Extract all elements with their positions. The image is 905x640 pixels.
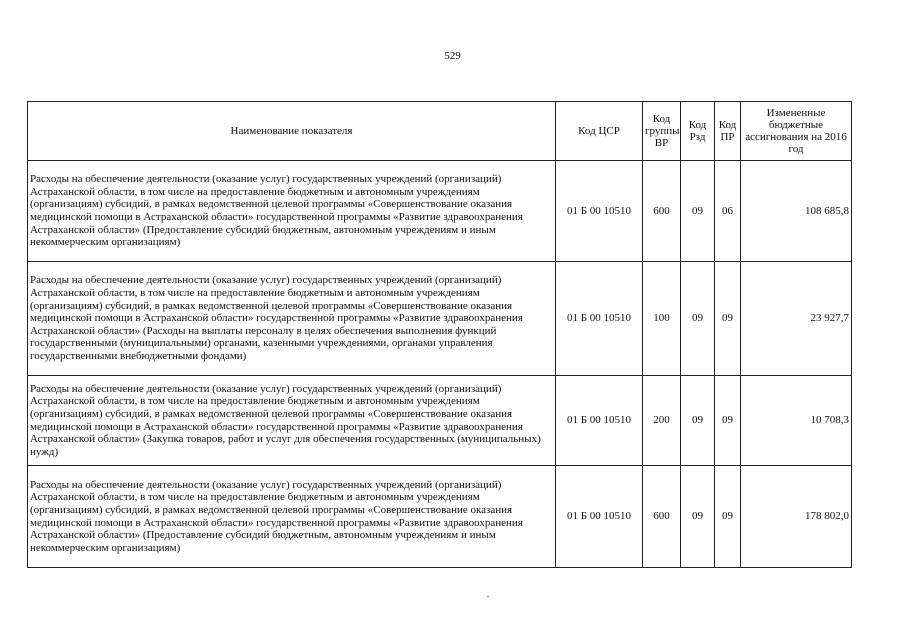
row-csr: 01 Б 00 10510: [556, 262, 643, 376]
table-row: [28, 262, 852, 376]
row-vr: 600: [643, 466, 681, 568]
row-csr: 01 Б 00 10510: [556, 376, 643, 466]
table-body: [28, 161, 852, 568]
row-pr: 09: [715, 466, 741, 568]
header-csr: Код ЦСР: [556, 102, 643, 161]
row-rzd: 09: [681, 262, 715, 376]
table-row: [28, 161, 852, 262]
row-name: Расходы на обеспечение деятельности (оказание услуг) государственных учреждений (организаций) Астраханской области, в том числе на предоставление бюджетным и автономным учреждениям (организациям) субсидий, в рамках ведомственной целевой программы «Совершенствование оказания медицинской помощи в Астраханской области» государственной программы «Развитие здравоохранения Астраханской области» (Предоставление субсидий бюджетным, автономным учреждениям и иным некоммерческим организациям): [28, 466, 556, 568]
row-amount: 108 685,8: [741, 161, 852, 262]
header-vr: Код группы ВР: [643, 102, 681, 161]
scan-mark: [487, 596, 489, 597]
row-amount: 10 708,3: [741, 376, 852, 466]
header-name: Наименование показателя: [28, 102, 556, 161]
table-header: [28, 102, 852, 161]
row-csr: 01 Б 00 10510: [556, 466, 643, 568]
header-row: [28, 102, 852, 161]
row-vr: 100: [643, 262, 681, 376]
row-name: Расходы на обеспечение деятельности (оказание услуг) государственных учреждений (организаций) Астраханской области, в том числе на предоставление бюджетным и автономным учреждениям (организациям) субсидий, в рамках ведомственной целевой программы «Совершенствование оказания медицинской помощи в Астраханской области» государственной программы «Развитие здравоохранения Астраханской области» (Предоставление субсидий бюджетным, автономным учреждениям и иным некоммерческим организациям): [28, 161, 556, 262]
row-csr: 01 Б 00 10510: [556, 161, 643, 262]
table-row: [28, 376, 852, 466]
header-rzd: Код Рзд: [681, 102, 715, 161]
row-pr: 06: [715, 161, 741, 262]
row-vr: 200: [643, 376, 681, 466]
table-row: [28, 466, 852, 568]
row-amount: 178 802,0: [741, 466, 852, 568]
row-amount: 23 927,7: [741, 262, 852, 376]
header-pr: Код ПР: [715, 102, 741, 161]
row-rzd: 09: [681, 376, 715, 466]
budget-table: [27, 101, 852, 568]
row-vr: 600: [643, 161, 681, 262]
row-name: Расходы на обеспечение деятельности (оказание услуг) государственных учреждений (организаций) Астраханской области, в том числе на предоставление бюджетным и автономным учреждениям (организациям) субсидий, в рамках ведомственной целевой программы «Совершенствование оказания медицинской помощи в Астраханской области» государственной программы «Развитие здравоохранения Астраханской области» (Расходы на выплаты персоналу в целях обеспечения выполнения функций государственными (муниципальными) органами, казенными учреждениями, органами управления государственными внебюджетными фондами): [28, 262, 556, 376]
page-number: 529: [444, 50, 461, 62]
row-rzd: 09: [681, 161, 715, 262]
row-name: Расходы на обеспечение деятельности (оказание услуг) государственных учреждений (организаций) Астраханской области, в том числе на предоставление бюджетным и автономным учреждениям (организациям) субсидий, в рамках ведомственной целевой программы «Совершенствование оказания медицинской помощи в Астраханской области» государственной программы «Развитие здравоохранения Астраханской области» (Закупка товаров, работ и услуг для обеспечения государственных (муниципальных) нужд): [28, 376, 556, 466]
row-pr: 09: [715, 262, 741, 376]
row-pr: 09: [715, 376, 741, 466]
header-amount: Измененные бюджетные ассигнования на 2016 год: [741, 102, 852, 161]
row-rzd: 09: [681, 466, 715, 568]
